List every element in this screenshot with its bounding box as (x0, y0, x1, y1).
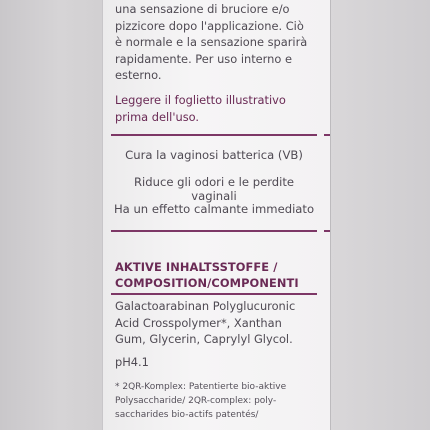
background-right (330, 0, 430, 430)
ingredients-line: Gum, Glycerin, Caprylyl Glycol. (115, 332, 293, 346)
ingredients-heading (115, 260, 320, 291)
warning-line: pizzicore dopo l'applicazione. Ciò (115, 18, 304, 33)
leaflet-notice (115, 92, 320, 125)
leaflet-notice-line: prima dell'uso. (115, 109, 200, 124)
warning-line: esterno. (115, 68, 162, 82)
claim-item: Riduce gli odori e le perdite vaginali (133, 175, 295, 203)
footnote (115, 380, 325, 422)
ingredients-text (115, 298, 320, 348)
warning-line: una sensazione di bruciore e/o (115, 2, 290, 16)
divider-top (111, 134, 317, 136)
edge-mark (324, 230, 330, 232)
ingredients-line: Acid Crosspolymer*, Xanthan (115, 315, 282, 330)
footnote-line: Polysaccharide/ 2QR-complex: poly- (115, 396, 277, 406)
ph-value: pH4.1 (115, 355, 149, 369)
ingredients-heading-line: COMPOSITION/COMPONENTI (115, 275, 299, 290)
divider-middle (111, 230, 317, 232)
footnote-line: * 2QR-Komplex: Patentierte bio-aktive (115, 382, 287, 392)
divider-ingredients (111, 293, 317, 295)
ingredients-heading-line: AKTIVE INHALTSSTOFFE / (115, 260, 278, 274)
edge-mark (324, 134, 330, 136)
footnote-line: saccharides bio-actifs patentés/ (115, 410, 259, 420)
claim-item: Ha un effetto calmante immediato (113, 202, 315, 216)
claim-item: Cura la vaginosi batterica (VB) (125, 148, 303, 162)
warning-paragraph (115, 1, 320, 84)
warning-line: rapidamente. Per uso interno e (115, 51, 292, 66)
ingredients-line: Galactoarabinan Polyglucuronic (115, 299, 296, 313)
warning-line: è normale e la sensazione sparirà (115, 35, 308, 49)
leaflet-notice-line: Leggere il foglietto illustrativo (115, 93, 286, 107)
